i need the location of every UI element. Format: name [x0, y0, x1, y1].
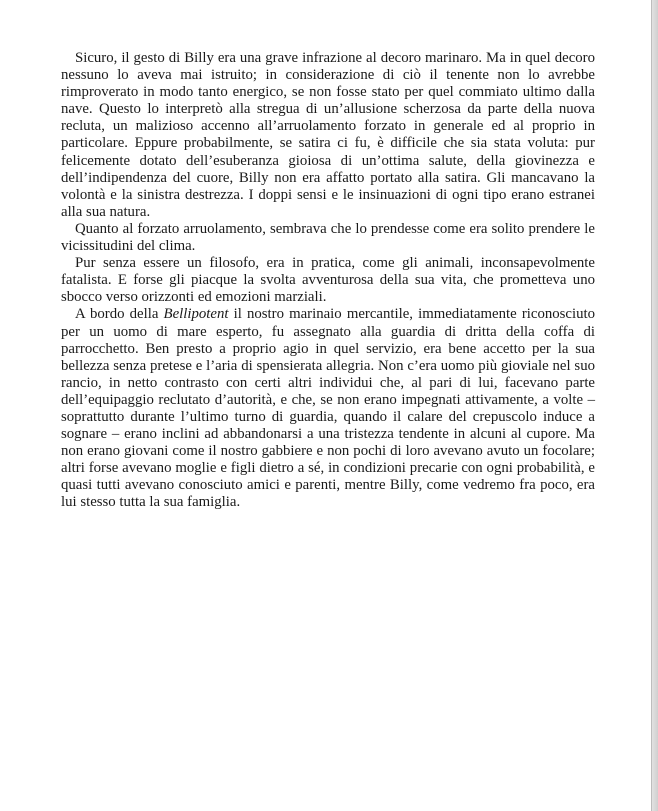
- paragraph-text-start: A bordo della: [75, 306, 164, 323]
- ship-name: Bellipotent: [163, 306, 229, 323]
- paragraph: [61, 306, 595, 511]
- body-text: [61, 50, 595, 512]
- paragraph: Pur senza essere un filosofo, era in pratica, come gli animali, inconsapevolmente fatalista. E forse gli piacque la svolta avventurosa della sua vita, che prometteva uno sbocco verso orizzonti ed emozioni marziali.: [61, 255, 595, 306]
- paragraph-text-end: il nostro marinaio mercantile, immediatamente riconosciuto per un uomo di mare esperto, fu assegnato alla guardia di dritta della coffa di parrocchetto. Ben presto a proprio agio in quel servizio, era bene accetto per la sua bellezza senza pretese e l’aria di spensierata allegria. Non c’era uomo più gioviale nel suo rancio, in netto contrasto con certi altri individui che, al pari di lui, facevano parte dell’equipaggio reclutato d’autorità, e che, se non erano impegnati attivamente, a volte – soprattutto durante l’ultimo turno di guardia, quando il calare del crepuscolo induce a sognare – erano inclini ad abbandonarsi a una tristezza tendente in alcuni al cupore. Ma non erano giovani come il nostro gabbiere e non pochi di loro avevano avuto un focolare; altri forse avevano moglie e figli dietro a sé, in condizioni precarie con ogni probabilità, e quasi tutti avevano conosciuto amici e parenti, mentre Billy, come vedremo fra poco, era lui stesso tutta la sua famiglia.: [61, 306, 595, 511]
- paragraph: Sicuro, il gesto di Billy era una grave infrazione al decoro marinaro. Ma in quel decoro nessuno lo aveva mai istruito; in considerazione di ciò il tenente non lo avrebbe rimproverato in modo tanto energico, se non fosse stato per quel commiato ultimo dalla nave. Questo lo interpretò alla stregua di un’allusione scherzosa da parte della nuova recluta, un malizioso accenno all’arruolamento forzato in generale ed al proprio in particolare. Eppure probabilmente, se satira ci fu, è difficile che sia stata voluta: pur felicemente dotato dell’esuberanza gioiosa di un’ottima salute, della giovinezza e dell’indipendenza del cuore, Billy non era affatto portato alla satira. Gli mancavano la volontà e la sinistra destrezza. I doppi sensi e le insinuazioni di ogni tipo erano estranei alla sua natura.: [61, 50, 595, 220]
- viewer-scrollbar-edge[interactable]: [651, 0, 658, 811]
- paragraph: Quanto al forzato arruolamento, sembrava che lo prendesse come era solito prendere le vicissitudini del clima.: [61, 220, 595, 255]
